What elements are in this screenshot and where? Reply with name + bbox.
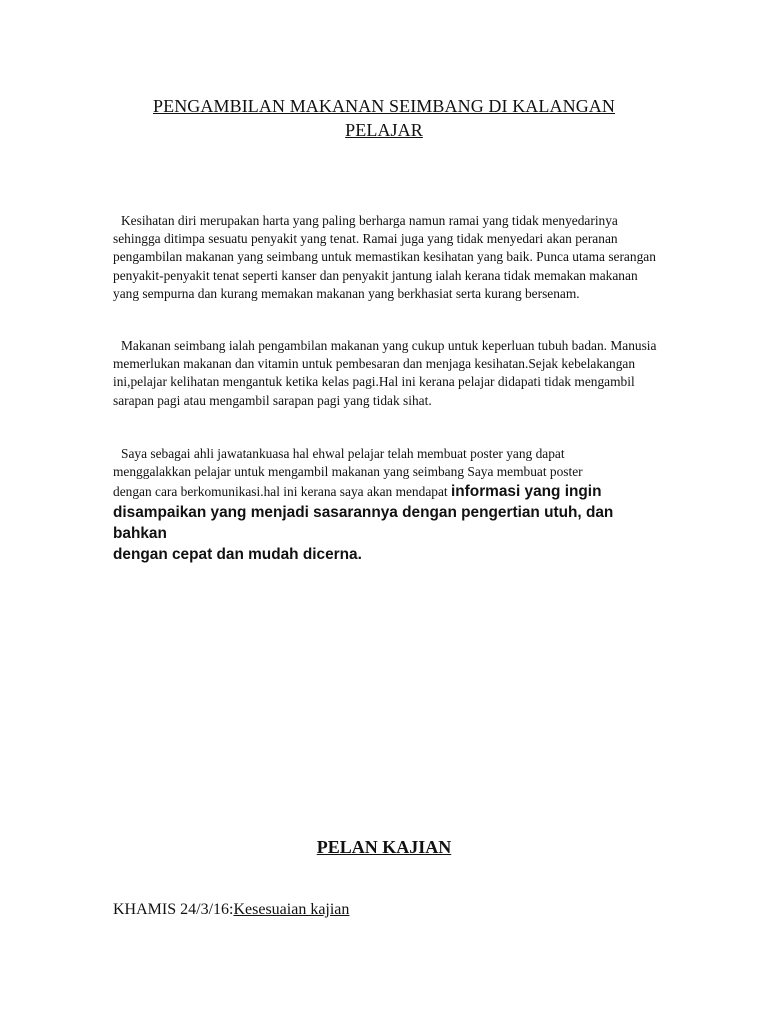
title-line-1: PENGAMBILAN MAKANAN SEIMBANG DI KALANGAN [153,96,615,116]
plan-heading: PELAN KAJIAN [316,837,452,857]
paragraph-poster-line-1: Saya sebagai ahli jawatankuasa hal ehwal pelajar telah membuat poster yang dapat [121,446,565,461]
document-title [100,94,668,142]
title-line-2: PELAJAR [345,120,423,140]
plan-entry-date: KHAMIS 24/3/16: [113,901,234,918]
paragraph-poster-line-3-emphasis: informasi yang ingin [450,483,602,501]
paragraph-poster [113,445,658,565]
paragraph-intro-text: Kesihatan diri merupakan harta yang paling berharga namun ramai yang tidak menyedarinya sehingga ditimpa sesuatu penyakit yang tenat. Ramai juga yang tidak menyedari akan peranan pengambilan makanan yang seimbang untuk memastikan kesihatan yang baik. Punca utama serangan penyakit-penyakit tenat seperti kanser dan penyakit jantung ialah kerana tidak memakan makanan yang sempurna dan kurang memakan makanan yang berkhasiat serta kurang bersenam. [113,213,656,301]
paragraph-poster-line-3: dengan cara berkomunikasi.hal ini kerana saya akan mendapat [113,484,451,500]
paragraph-poster-line-4: disampaikan yang menjadi sasarannya dengan pengertian utuh, dan bahkan [113,504,614,543]
plan-entry-topic: Kesesuaian kajian [233,901,350,918]
plan-entry [113,899,349,921]
paragraph-intro [113,212,658,303]
paragraph-balanced-diet-text: Makanan seimbang ialah pengambilan makanan yang cukup untuk keperluan tubuh badan. Manusia memerlukan makanan dan vitamin untuk pembesaran dan menjaga kesihatan.Sejak kebelakangan ini,pelajar kelihatan mengantuk ketika kelas pagi.Hal ini kerana pelajar didapati tidak mengambil sarapan pagi atau mengambil sarapan pagi yang tidak sihat. [113,338,657,408]
paragraph-poster-line-5: dengan cepat dan mudah dicerna. [113,546,362,564]
paragraph-balanced-diet [113,337,658,410]
paragraph-poster-line-2: menggalakkan pelajar untuk mengambil makanan yang seimbang Saya membuat poster [113,464,583,480]
